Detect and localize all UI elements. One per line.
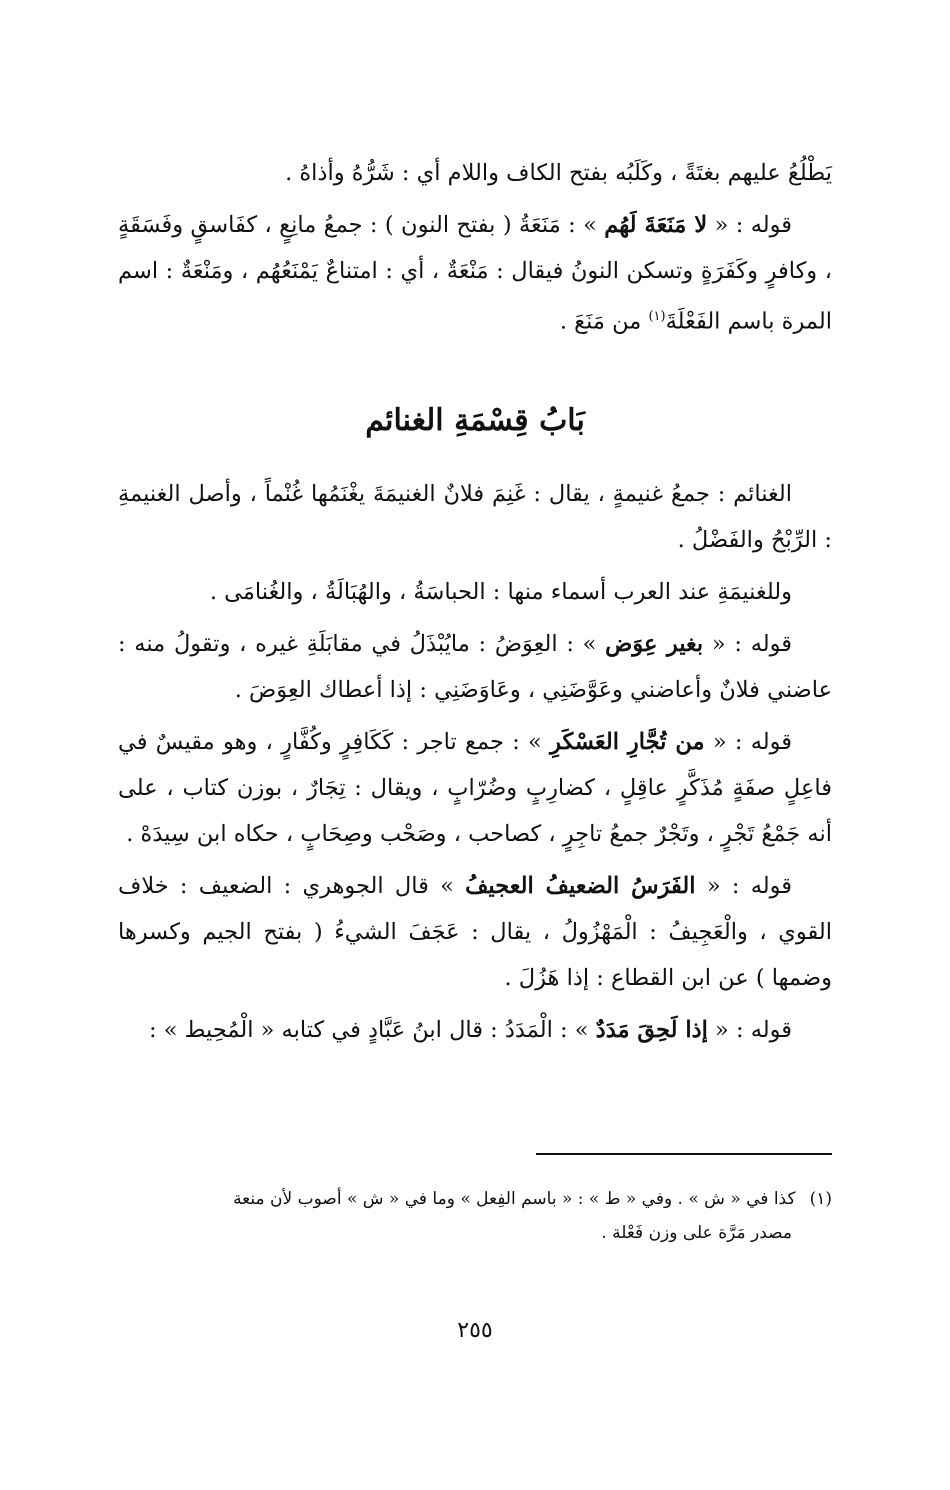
paragraph-6: [118, 719, 832, 857]
footnote-line-2: مصدر مَرَّة على وزن فَعْلة .: [601, 1223, 792, 1243]
footnote-line-1: [118, 1182, 832, 1216]
footnote-divider: [536, 1153, 832, 1155]
footnote: [118, 1182, 832, 1250]
paragraph-6-body: » : جمع تاجر : كَكَافِرٍ وكُفَّارٍ ، وهو مقيسٌ في فاعِلٍ صفَةٍ مُذَكَّرٍ عاقِلٍ ، كضارِبٍ وضُرّابٍ ، ويقال : تِجَارٌ ، بوزن كتاب ، على أنه جَمْعُ تَجْرٍ ، وتَجْرٌ جمعُ تاجِرٍ ، كصاحب ، وصَحْب وصِحَابٍ ، حكاه ابن سِيدَهْ .: [118, 728, 832, 847]
footnote-ref[interactable]: (١): [648, 309, 666, 324]
paragraph-8: [118, 1007, 832, 1053]
section-title: بَابُ قِسْمَةِ الغنائم: [365, 402, 585, 438]
quote-open: قوله : «: [704, 728, 792, 755]
paragraph-2-body: » : مَنَعَةُ ( بفتح النون ) : جمعُ مانِعٍ ، كفَاسقٍ وفَسَقَةٍ ، وكافرٍ وكَفَرَةٍ وتسكن النونُ فيقال : مَنْعَةٌ ، أي : امتناعٌ يَمْنَعُهُم ، ومَنْعَةٌ : اسم المرة باسم الفَعْلَةَ: [118, 212, 832, 335]
paragraph-4: وللغنيمَةِ عند العرب أسماء منها : الحباسَةُ ، والهُبَالَةُ ، والغُنامَى .: [209, 578, 792, 605]
page-number: ٢٥٥: [457, 1318, 493, 1343]
paragraph-5-body: » : العِوَضُ : مايُبْذَلُ في مقابَلَةِ غيره ، وتقولُ منه : عاضني فلانٌ وأعاضني وعَوَّضَنِي ، وعَاوَضَنِي : إذا أعطاك العِوَضَ .: [118, 630, 832, 703]
headword-faras: الفَرَسُ الضعيفُ العجيفُ: [465, 872, 696, 899]
paragraph-7: [118, 863, 832, 1001]
paragraph-2: [118, 202, 832, 345]
quote-open: قوله : «: [703, 630, 792, 657]
paragraph-5: [118, 621, 832, 713]
paragraph-8-body: » : الْمَدَدُ : قال ابنُ عَبَّادٍ في كتابه « الْمُحِيط » :: [149, 1016, 596, 1043]
quote-open: قوله : «: [707, 212, 792, 238]
quote-open: قوله : «: [695, 872, 793, 899]
paragraph-3: الغنائم : جمعُ غنيمةٍ ، يقال : غَنِمَ فلانٌ الغنيمَةَ يغْنَمُها غُنْماً ، وأصل الغنيمةِ : الرِّبْحُ والفَضْلُ .: [118, 480, 832, 553]
paragraph-2-end: من مَنَعَ .: [559, 308, 649, 335]
headword-madad: إذا لَحِقَ مَدَدٌ: [595, 1016, 708, 1043]
footnote-text-1: كذا في « ش » . وفي « ط » : « باسم الفِعل » وما في « ش » أصوب لأن منعة: [233, 1189, 796, 1209]
headword-manaa: لا مَنَعَةَ لَهُم: [604, 212, 708, 238]
paragraph-1: يَطْلُعُ عليهم بغتَةً ، وكَلَبُه بفتح الكاف واللام أي : شَرُّهُ وأذاهُ .: [285, 160, 832, 186]
paragraph-7-body: » قال الجوهري : الضعيف : خلاف القوي ، والْعَجِيفُ : الْمَهْزُولُ ، يقال : عَجَفَ الشيءُ ( بفتح الجيم وكسرها وضمها ) عن ابن القطاع : إذا هَزُلَ .: [118, 872, 832, 991]
footnote-number: (١): [809, 1189, 832, 1209]
quote-open: قوله : «: [707, 1016, 792, 1043]
headword-iwad: بغير عِوَض: [605, 630, 704, 657]
headword-tujjar: من تُجَّارِ العَسْكَرِ: [550, 728, 705, 755]
